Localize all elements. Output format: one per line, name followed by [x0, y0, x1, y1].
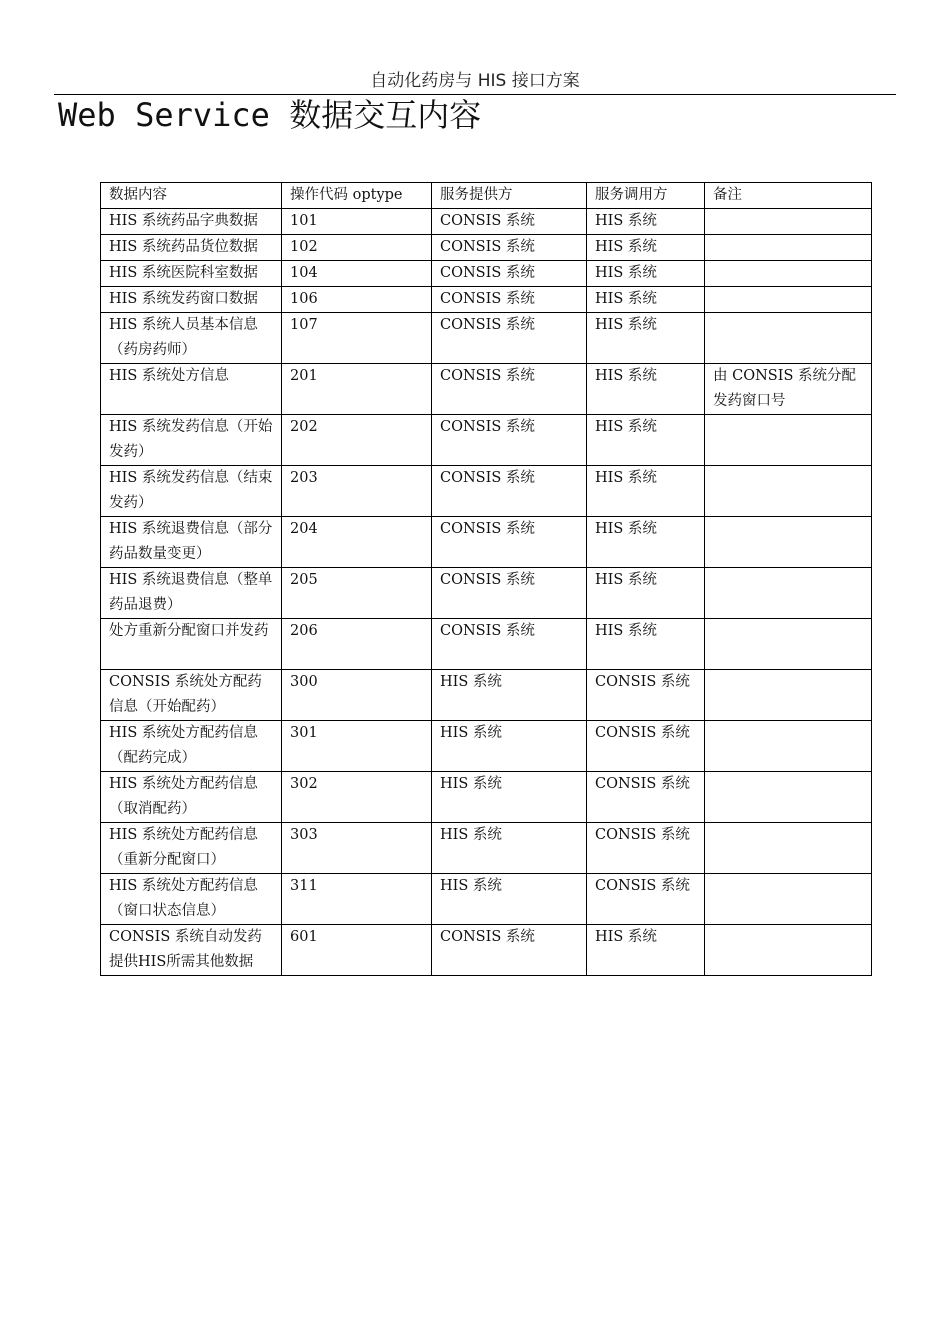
- cell-provider: CONSIS 系统: [432, 924, 587, 975]
- cell-data-content: HIS 系统医院科室数据: [101, 261, 282, 287]
- cell-provider: CONSIS 系统: [432, 261, 587, 287]
- cell-remarks: [705, 619, 872, 670]
- table-row: [101, 822, 872, 873]
- cell-provider: HIS 系统: [432, 771, 587, 822]
- cell-caller: HIS 系统: [587, 235, 705, 261]
- data-exchange-table: [100, 182, 872, 976]
- cell-data-content: HIS 系统处方配药信息（窗口状态信息）: [101, 873, 282, 924]
- table-body: [101, 209, 872, 976]
- table-row: [101, 619, 872, 670]
- cell-remarks: [705, 720, 872, 771]
- document-title: Web Service 数据交互内容: [58, 96, 482, 134]
- cell-data-content: 处方重新分配窗口并发药: [101, 619, 282, 670]
- cell-provider: CONSIS 系统: [432, 466, 587, 517]
- table-row: [101, 415, 872, 466]
- cell-optype: 300: [282, 669, 432, 720]
- cell-remarks: [705, 466, 872, 517]
- cell-remarks: [705, 924, 872, 975]
- cell-data-content: HIS 系统发药窗口数据: [101, 287, 282, 313]
- cell-provider: CONSIS 系统: [432, 619, 587, 670]
- table-header: [101, 183, 872, 209]
- cell-remarks: [705, 415, 872, 466]
- cell-remarks: [705, 235, 872, 261]
- cell-caller: HIS 系统: [587, 568, 705, 619]
- table-row: [101, 287, 872, 313]
- cell-remarks: [705, 822, 872, 873]
- cell-optype: 107: [282, 313, 432, 364]
- cell-provider: CONSIS 系统: [432, 364, 587, 415]
- cell-optype: 204: [282, 517, 432, 568]
- cell-optype: 301: [282, 720, 432, 771]
- cell-remarks: [705, 771, 872, 822]
- column-header-remarks: 备注: [705, 183, 872, 209]
- cell-provider: CONSIS 系统: [432, 235, 587, 261]
- cell-optype: 202: [282, 415, 432, 466]
- cell-caller: HIS 系统: [587, 261, 705, 287]
- table-row: [101, 771, 872, 822]
- cell-provider: CONSIS 系统: [432, 313, 587, 364]
- table-row: [101, 873, 872, 924]
- cell-remarks: [705, 209, 872, 235]
- cell-optype: 101: [282, 209, 432, 235]
- cell-data-content: HIS 系统退费信息（部分药品数量变更）: [101, 517, 282, 568]
- cell-data-content: HIS 系统处方配药信息（重新分配窗口）: [101, 822, 282, 873]
- cell-provider: CONSIS 系统: [432, 517, 587, 568]
- table-row: [101, 568, 872, 619]
- table-row: [101, 517, 872, 568]
- table-row: [101, 261, 872, 287]
- cell-caller: CONSIS 系统: [587, 771, 705, 822]
- cell-data-content: HIS 系统发药信息（开始发药）: [101, 415, 282, 466]
- cell-data-content: CONSIS 系统处方配药信息（开始配药）: [101, 669, 282, 720]
- column-header-data-content: 数据内容: [101, 183, 282, 209]
- cell-remarks: [705, 568, 872, 619]
- cell-optype: 106: [282, 287, 432, 313]
- table-row: [101, 924, 872, 975]
- cell-provider: HIS 系统: [432, 669, 587, 720]
- cell-caller: CONSIS 系统: [587, 822, 705, 873]
- cell-data-content: HIS 系统处方信息: [101, 364, 282, 415]
- cell-provider: HIS 系统: [432, 822, 587, 873]
- table-row: [101, 669, 872, 720]
- cell-provider: CONSIS 系统: [432, 209, 587, 235]
- column-header-caller: 服务调用方: [587, 183, 705, 209]
- cell-caller: HIS 系统: [587, 209, 705, 235]
- cell-caller: HIS 系统: [587, 466, 705, 517]
- table-header-row: [101, 183, 872, 209]
- table-row: [101, 235, 872, 261]
- cell-optype: 102: [282, 235, 432, 261]
- cell-provider: HIS 系统: [432, 720, 587, 771]
- cell-provider: CONSIS 系统: [432, 568, 587, 619]
- cell-remarks: [705, 669, 872, 720]
- table-row: [101, 313, 872, 364]
- cell-data-content: HIS 系统处方配药信息（取消配药）: [101, 771, 282, 822]
- cell-optype: 104: [282, 261, 432, 287]
- cell-caller: HIS 系统: [587, 287, 705, 313]
- cell-remarks: 由 CONSIS 系统分配发药窗口号: [705, 364, 872, 415]
- cell-optype: 303: [282, 822, 432, 873]
- cell-optype: 601: [282, 924, 432, 975]
- cell-remarks: [705, 287, 872, 313]
- cell-caller: CONSIS 系统: [587, 669, 705, 720]
- cell-data-content: HIS 系统药品货位数据: [101, 235, 282, 261]
- cell-data-content: HIS 系统人员基本信息（药房药师）: [101, 313, 282, 364]
- page-header: 自动化药房与 HIS 接口方案: [370, 71, 580, 91]
- cell-optype: 302: [282, 771, 432, 822]
- cell-data-content: HIS 系统处方配药信息（配药完成）: [101, 720, 282, 771]
- cell-optype: 311: [282, 873, 432, 924]
- table-row: [101, 209, 872, 235]
- cell-remarks: [705, 873, 872, 924]
- cell-caller: HIS 系统: [587, 517, 705, 568]
- column-header-optype: 操作代码 optype: [282, 183, 432, 209]
- cell-data-content: HIS 系统退费信息（整单药品退费）: [101, 568, 282, 619]
- cell-caller: HIS 系统: [587, 313, 705, 364]
- cell-caller: HIS 系统: [587, 415, 705, 466]
- cell-caller: HIS 系统: [587, 619, 705, 670]
- cell-caller: CONSIS 系统: [587, 720, 705, 771]
- cell-optype: 205: [282, 568, 432, 619]
- cell-optype: 201: [282, 364, 432, 415]
- cell-remarks: [705, 313, 872, 364]
- table-row: [101, 364, 872, 415]
- cell-provider: CONSIS 系统: [432, 415, 587, 466]
- cell-caller: HIS 系统: [587, 364, 705, 415]
- cell-provider: HIS 系统: [432, 873, 587, 924]
- table-row: [101, 720, 872, 771]
- cell-data-content: HIS 系统发药信息（结束发药）: [101, 466, 282, 517]
- cell-optype: 203: [282, 466, 432, 517]
- cell-optype: 206: [282, 619, 432, 670]
- cell-remarks: [705, 261, 872, 287]
- cell-remarks: [705, 517, 872, 568]
- table-row: [101, 466, 872, 517]
- cell-data-content: HIS 系统药品字典数据: [101, 209, 282, 235]
- cell-data-content: CONSIS 系统自动发药提供HIS所需其他数据: [101, 924, 282, 975]
- cell-provider: CONSIS 系统: [432, 287, 587, 313]
- cell-caller: CONSIS 系统: [587, 873, 705, 924]
- cell-caller: HIS 系统: [587, 924, 705, 975]
- column-header-provider: 服务提供方: [432, 183, 587, 209]
